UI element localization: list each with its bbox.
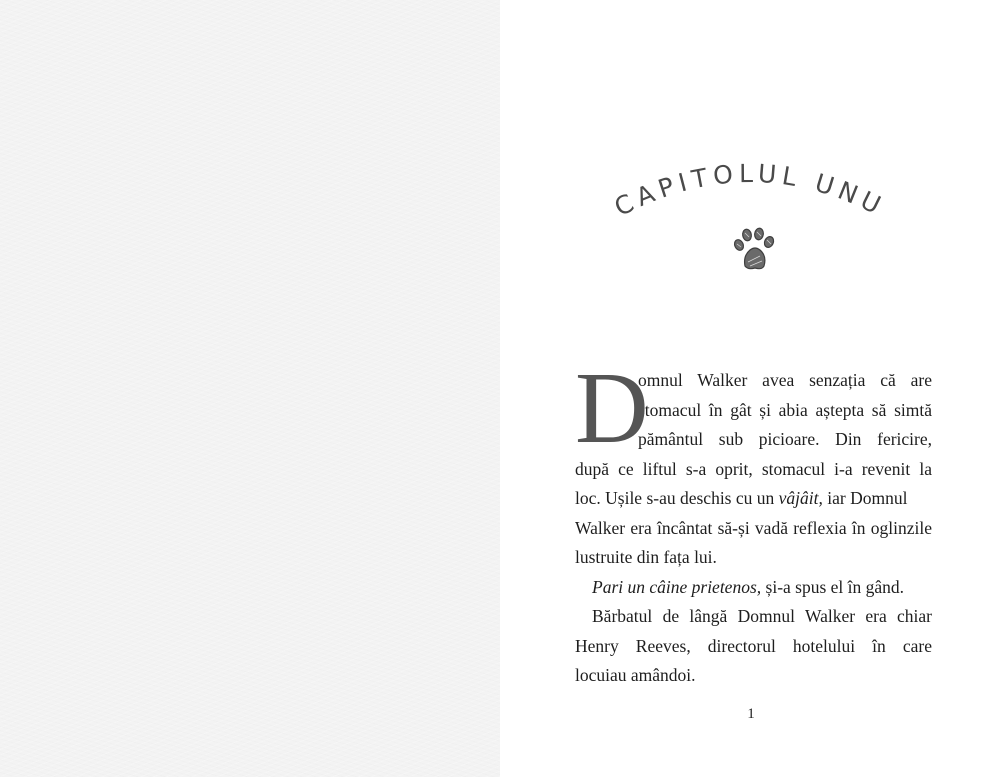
text-line: Pari un câine prietenos, și-a spus el în gând. [592,576,905,597]
text-line: Walker era încântat să-și vadă reflexia în oglinzile [575,517,932,538]
chapter-title [500,0,1000,240]
text-line: Henry Reeves, directorul hotelului în care [575,635,932,656]
text-line: pământul sub picioare. Din fericire, [638,429,932,449]
text-line: loc. Ușile s-au deschis cu un vâjâit, iar Domnul [575,488,908,508]
text-line: după ce liftul s-a oprit, stomacul i-a revenit la [575,458,932,479]
text-line: Bărbatul de lângă Domnul Walker era chiar [592,606,932,626]
text-line: stomacul în gât și abia aștepta să simtă [638,399,932,420]
drop-cap: D [575,352,649,465]
paw-print-icon [732,226,778,272]
chapter-title-text: CAPITOLUL UNU [609,158,891,223]
chapter-body [575,352,932,691]
text-line: locuiau amândoi. [575,665,696,685]
page-number: 1 [747,706,755,722]
text-line: lustruite din fața lui. [575,547,717,567]
right-page [500,0,1000,777]
italic-thought: Pari un câine prietenos, [592,576,762,597]
text-line: omnul Walker avea senzația că are [638,370,932,390]
italic-word: vâjâit, [778,488,823,508]
